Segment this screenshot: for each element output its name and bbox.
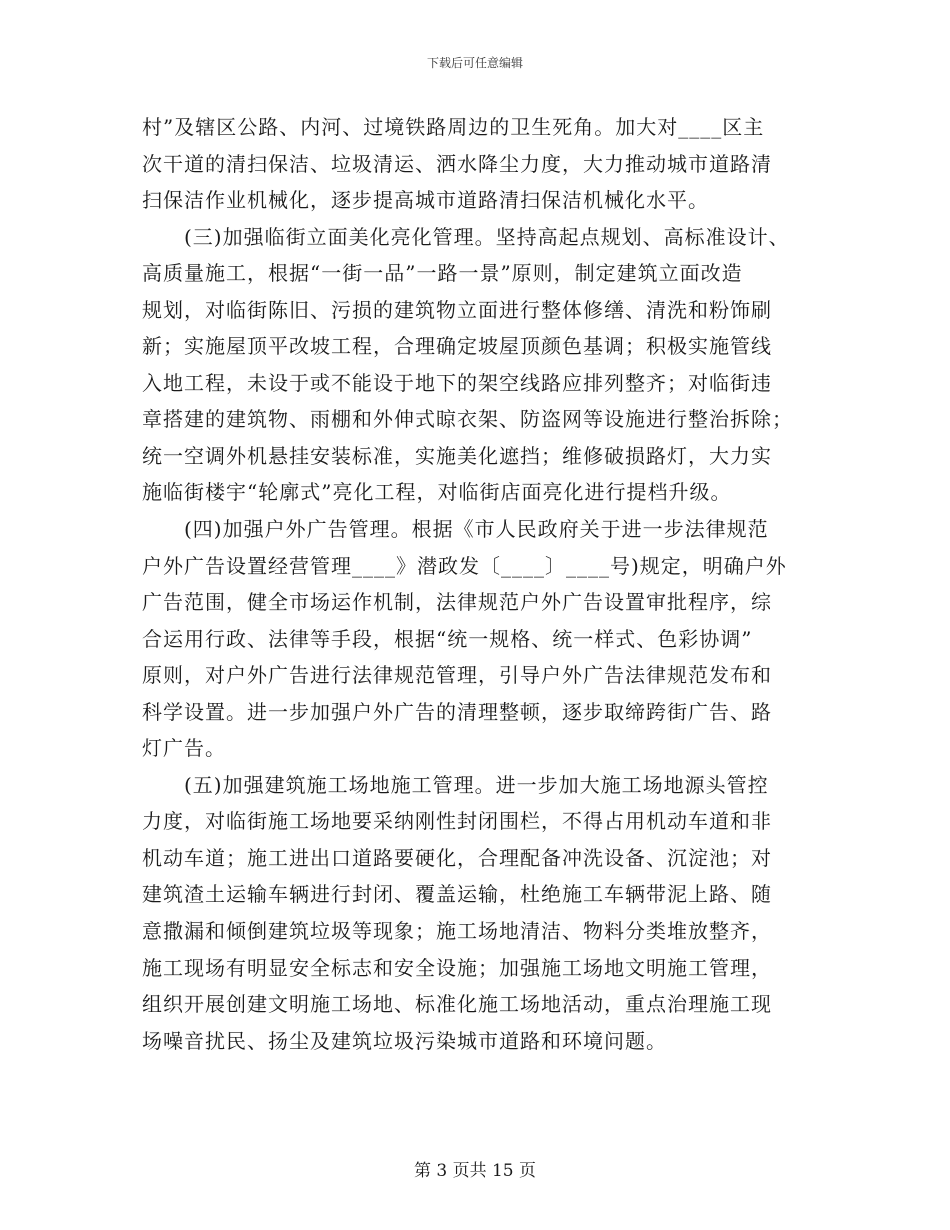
document-body xyxy=(142,109,814,1059)
text-line: 施工现场有明显安全标志和安全设施；加强施工场地文明施工管理， xyxy=(142,955,772,980)
text-line: (三)加强临街立面美化亮化管理。坚持高起点规划、高标准设计、 xyxy=(142,224,790,249)
text-line: 合运用行政、法律等手段，根据“统一规格、统一样式、色彩协调” xyxy=(142,626,753,651)
text-line: 原则，对户外广告进行法律规范管理，引导户外广告法律规范发布和 xyxy=(142,663,772,688)
text-line: 统一空调外机悬挂安装标准，实施美化遮挡；维修破损路灯，大力实 xyxy=(142,443,772,468)
text-line: 扫保洁作业机械化，逐步提高城市道路清扫保洁机械化水平。 xyxy=(142,188,709,213)
text-line: 建筑渣土运输车辆进行封闭、覆盖运输，杜绝施工车辆带泥上路、随 xyxy=(142,882,772,907)
text-line: 高质量施工，根据“一街一品”一路一景”原则，制定建筑立面改造 xyxy=(142,261,743,286)
text-line: 施临街楼宇“轮廓式”亮化工程，对临街店面亮化进行提档升级。 xyxy=(142,480,732,505)
page-number: 第 3 页共 15 页 xyxy=(413,1161,537,1181)
text-line: 村”及辖区公路、内河、过境铁路周边的卫生死角。加大对____区主 xyxy=(142,115,765,139)
text-line: (四)加强户外广告管理。根据《市人民政府关于进一步法律规范 xyxy=(142,517,769,542)
text-line: 力度，对临街施工场地要采纳刚性封闭围栏，不得占用机动车道和非 xyxy=(142,809,772,834)
text-line: 科学设置。进一步加强户外广告的清理整顿，逐步取缔跨街广告、路 xyxy=(142,699,772,724)
text-line: 入地工程，未设于或不能设于地下的架空线路应排列整齐；对临街违 xyxy=(142,370,772,395)
text-line: 广告范围，健全市场运作机制，法律规范户外广告设置审批程序，综 xyxy=(142,590,772,615)
text-line: 户外广告设置经营管理____》潜政发〔____〕____号)规定，明确户外 xyxy=(142,553,787,578)
text-line: 规划，对临街陈旧、污损的建筑物立面进行整体修缮、清洗和粉饰刷 xyxy=(142,297,772,322)
text-line: 次干道的清扫保洁、垃圾清运、洒水降尘力度，大力推动城市道路清 xyxy=(142,151,772,176)
text-line: 意撒漏和倾倒建筑垃圾等现象；施工场地清洁、物料分类堆放整齐， xyxy=(142,919,772,944)
text-line: (五)加强建筑施工场地施工管理。进一步加大施工场地源头管控 xyxy=(142,772,769,797)
text-line: 灯广告。 xyxy=(142,736,226,761)
text-line: 新；实施屋顶平改坡工程，合理确定坡屋顶颜色基调；积极实施管线 xyxy=(142,334,772,359)
text-line: 机动车道；施工进出口道路要硬化，合理配备冲洗设备、沉淀池；对 xyxy=(142,845,772,870)
page-header-note: 下载后可任意编辑 xyxy=(426,56,523,70)
text-line: 章搭建的建筑物、雨棚和外伸式晾衣架、防盗网等设施进行整治拆除； xyxy=(142,407,793,432)
text-line: 组织开展创建文明施工场地、标准化施工场地活动，重点治理施工现 xyxy=(142,992,772,1017)
text-line: 场噪音扰民、扬尘及建筑垃圾污染城市道路和环境问题。 xyxy=(142,1028,667,1053)
